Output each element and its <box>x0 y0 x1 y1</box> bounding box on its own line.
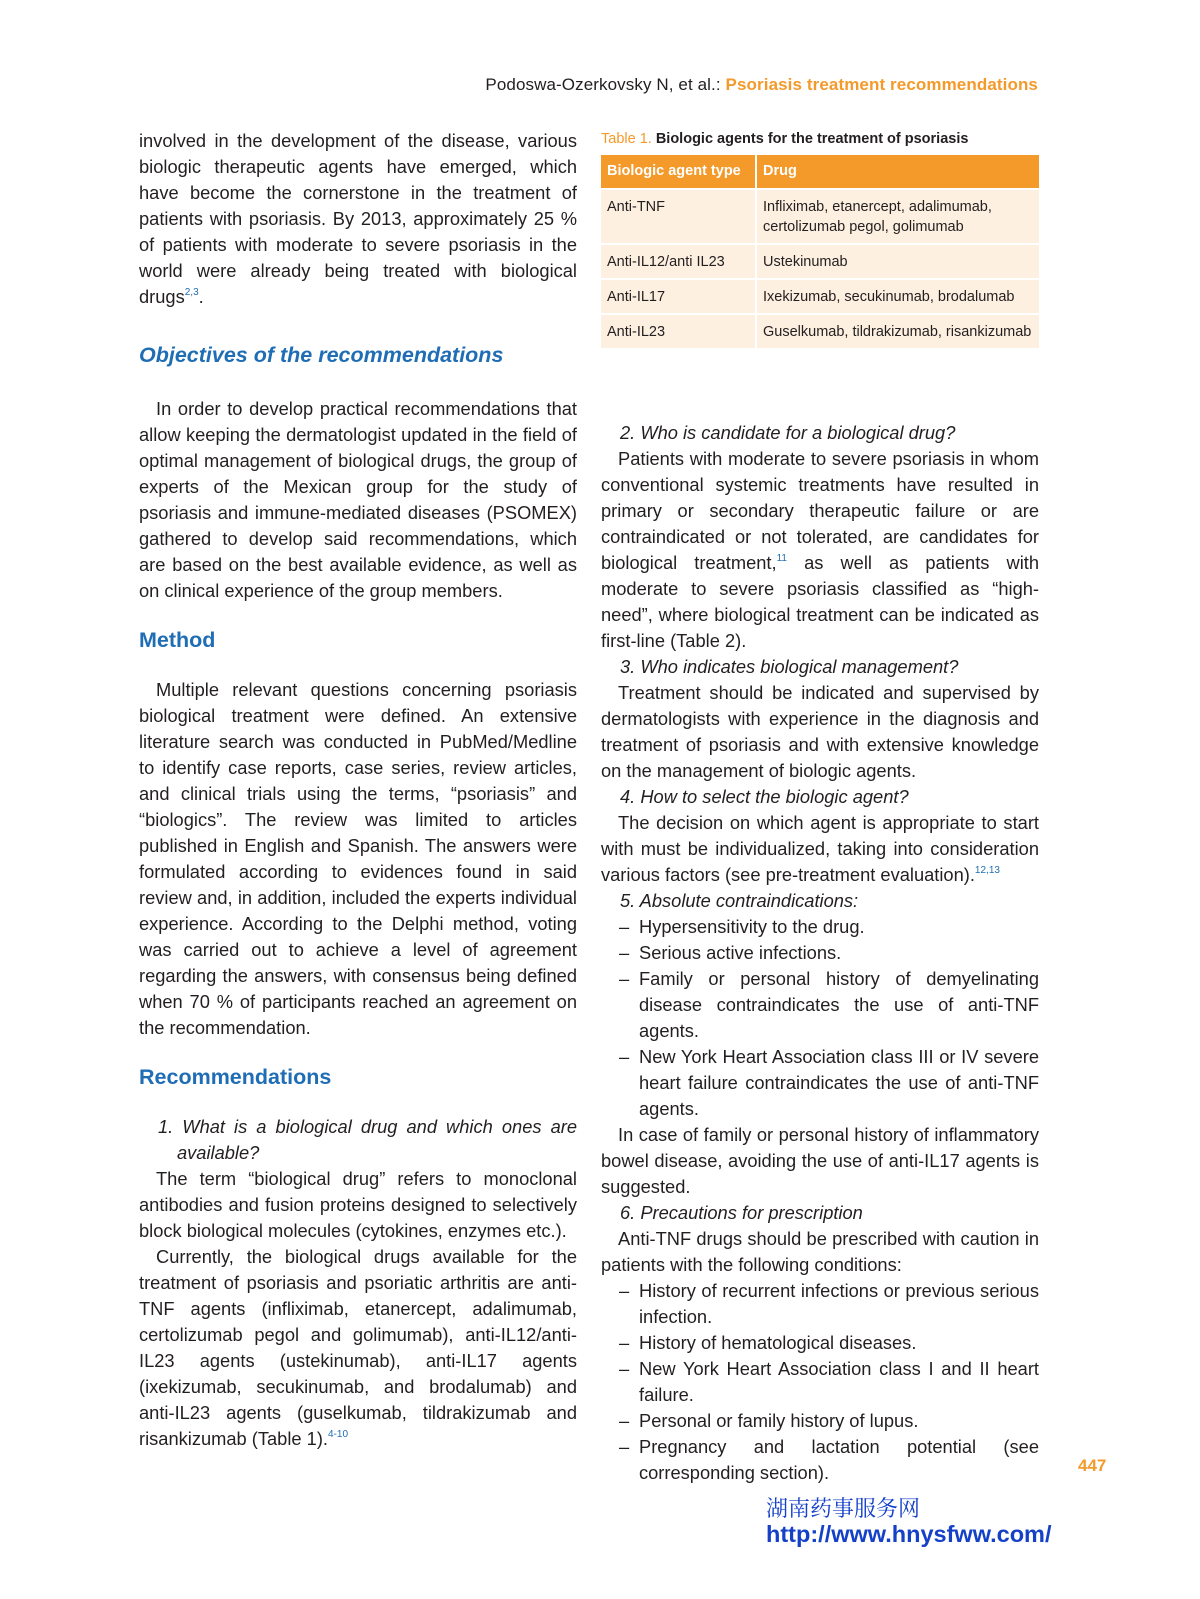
q6-paragraph: Anti-TNF drugs should be prescribed with caution in patients with the following conditions: <box>601 1228 1039 1275</box>
question-4: 4. How to select the biologic agent? <box>620 786 909 807</box>
q1-paragraph-2 <box>139 1244 577 1452</box>
method-heading: Method <box>139 628 216 652</box>
intro-paragraph <box>139 128 577 310</box>
list-item: – History of recurrent infections or previous serious infection. <box>601 1278 1039 1330</box>
q4-paragraph <box>601 810 1039 888</box>
q4-text: The decision on which agent is appropriate to start with must be individualized, taking into consideration various factors (see pre-treatment evaluation). <box>601 812 1039 885</box>
q4-ref[interactable]: 12,13 <box>974 865 1000 876</box>
recommendations-heading: Recommendations <box>139 1065 332 1089</box>
q3-paragraph: Treatment should be indicated and supervised by dermatologists with experience in the diagnosis and treatment of psoriasis and with extensive knowledge on the management of biologic agents. <box>601 682 1039 781</box>
q2-ref[interactable]: 11 <box>776 553 787 564</box>
table-header-row <box>601 155 1039 189</box>
list-item: – Family or personal history of demyelinating disease contraindicates the use of anti-TNF agents. <box>601 966 1039 1044</box>
list-item: – New York Heart Association class III or IV severe heart failure contraindicates the use of anti-TNF agents. <box>601 1044 1039 1122</box>
q5-after-paragraph: In case of family or personal history of inflammatory bowel disease, avoiding the use of anti-IL17 agents is suggested. <box>601 1124 1039 1197</box>
intro-ref[interactable]: 2,3 <box>184 287 199 298</box>
list-item: – Pregnancy and lactation potential (see corresponding section). <box>601 1434 1039 1486</box>
right-column <box>601 128 1039 1486</box>
table-row <box>601 189 1039 244</box>
q2-text-b: as well as patients with moderate to severe psoriasis classified as “high-need”, where biological treatment can be indicated as first-line (Table 2). <box>601 552 1040 651</box>
list-item: – Hypersensitivity to the drug. <box>601 914 1039 940</box>
table-1-caption-number: Table 1. <box>601 131 652 147</box>
running-head-authors: Podoswa-Ozerkovsky N, et al.: <box>485 75 721 94</box>
q2-paragraph <box>601 446 1039 654</box>
list-item: – New York Heart Association class I and II heart failure. <box>601 1356 1039 1408</box>
watermark-url[interactable]: http://www.hnysfww.com/ <box>766 1521 1052 1547</box>
table-cell-agent-type: Anti-IL12/anti IL23 <box>601 244 756 279</box>
table-cell-agent-type: Anti-IL23 <box>601 314 756 348</box>
left-column <box>139 128 577 1452</box>
table-cell-drug: Ustekinumab <box>756 244 1039 279</box>
table-header-agent-type: Biologic agent type <box>601 155 756 189</box>
objectives-paragraph: In order to develop practical recommendations that allow keeping the dermatologist updated in the field of optimal management of biological drugs, the group of experts of the Mexican group for the study of psoriasis and immune-mediated diseases (PSOMEX) gathered to develop said recommendations, which are based on the best available evidence, as well as on clinical experience of the group members. <box>139 398 577 601</box>
intro-text: involved in the development of the disease, various biologic therapeutic agents have emerged, which have become the cornerstone in the treatment of patients with psoriasis. By 2013, approximately 25 % of patients with moderate to severe psoriasis in the world were already being treated with biological drugs <box>139 130 577 307</box>
intro-end: . <box>198 286 204 307</box>
list-item: – History of hematological diseases. <box>601 1330 1039 1356</box>
question-6: 6. Precautions for prescription <box>620 1202 863 1223</box>
precautions-list <box>601 1278 1039 1486</box>
table-cell-drug: Infliximab, etanercept, adalimumab, certolizumab pegol, golimumab <box>756 189 1039 244</box>
table-row <box>601 244 1039 279</box>
table-cell-agent-type: Anti-TNF <box>601 189 756 244</box>
contraindications-list <box>601 914 1039 1122</box>
q1-paragraph-1: The term “biological drug” refers to monoclonal antibodies and fusion proteins designed to selectively block biological molecules (cytokines, enzymes etc.). <box>139 1168 577 1241</box>
table-1-caption <box>601 128 1039 150</box>
objectives-heading: Objectives of the recommendations <box>139 343 504 367</box>
table-1-caption-text: Biologic agents for the treatment of psoriasis <box>655 131 969 147</box>
table-cell-drug: Ixekizumab, secukinumab, brodalumab <box>756 279 1039 314</box>
table-header-drug: Drug <box>756 155 1039 189</box>
question-2: 2. Who is candidate for a biological drug? <box>620 422 956 443</box>
running-head-title: Psoriasis treatment recommendations <box>725 75 1038 94</box>
list-item: – Serious active infections. <box>601 940 1039 966</box>
question-3: 3. Who indicates biological management? <box>620 656 959 677</box>
table-row <box>601 314 1039 348</box>
table-row <box>601 279 1039 314</box>
watermark-site-name: 湖南药事服务网 <box>766 1497 921 1522</box>
page-number: 447 <box>1078 1456 1107 1475</box>
table-cell-agent-type: Anti-IL17 <box>601 279 756 314</box>
question-5: 5. Absolute contraindications: <box>620 890 859 911</box>
biologic-agents-table <box>601 155 1039 348</box>
question-1: 1. What is a biological drug and which ones are available? <box>158 1116 577 1163</box>
q2-text-a: Patients with moderate to severe psoriasis in whom conventional systemic treatments have resulted in primary or secondary therapeutic failure or are contraindicated or not tolerated, are candidates for biological treatment, <box>601 448 1039 573</box>
list-item: – Personal or family history of lupus. <box>601 1408 1039 1434</box>
table-cell-drug: Guselkumab, tildrakizumab, risankizumab <box>756 314 1039 348</box>
running-head <box>485 75 1038 95</box>
q1-paragraph-2-text: Currently, the biological drugs available for the treatment of psoriasis and psoriatic arthritis are anti-TNF agents (infliximab, etanercept, adalimumab, certolizumab pegol and golimumab), anti-IL12/anti-IL23 agents (ustekinumab), anti-IL17 agents (ixekizumab, secukinumab, and brodalumab) and anti-IL23 agents (guselkumab, tildrakizumab and risankizumab (Table 1). <box>139 1246 577 1449</box>
method-paragraph: Multiple relevant questions concerning psoriasis biological treatment were defined. An extensive literature search was conducted in PubMed/Medline to identify case reports, case series, review articles, and clinical trials using the terms, “psoriasis” and “biologics”. The review was limited to articles published in English and Spanish. The answers were formulated according to evidences found in said review and, in addition, included the experts individual experience. According to the Delphi method, voting was carried out to achieve a level of agreement regarding the answers, with consensus being defined when 70 % of participants reached an agreement on the recommendation. <box>139 679 577 1038</box>
q1-ref[interactable]: 4-10 <box>327 1429 348 1440</box>
